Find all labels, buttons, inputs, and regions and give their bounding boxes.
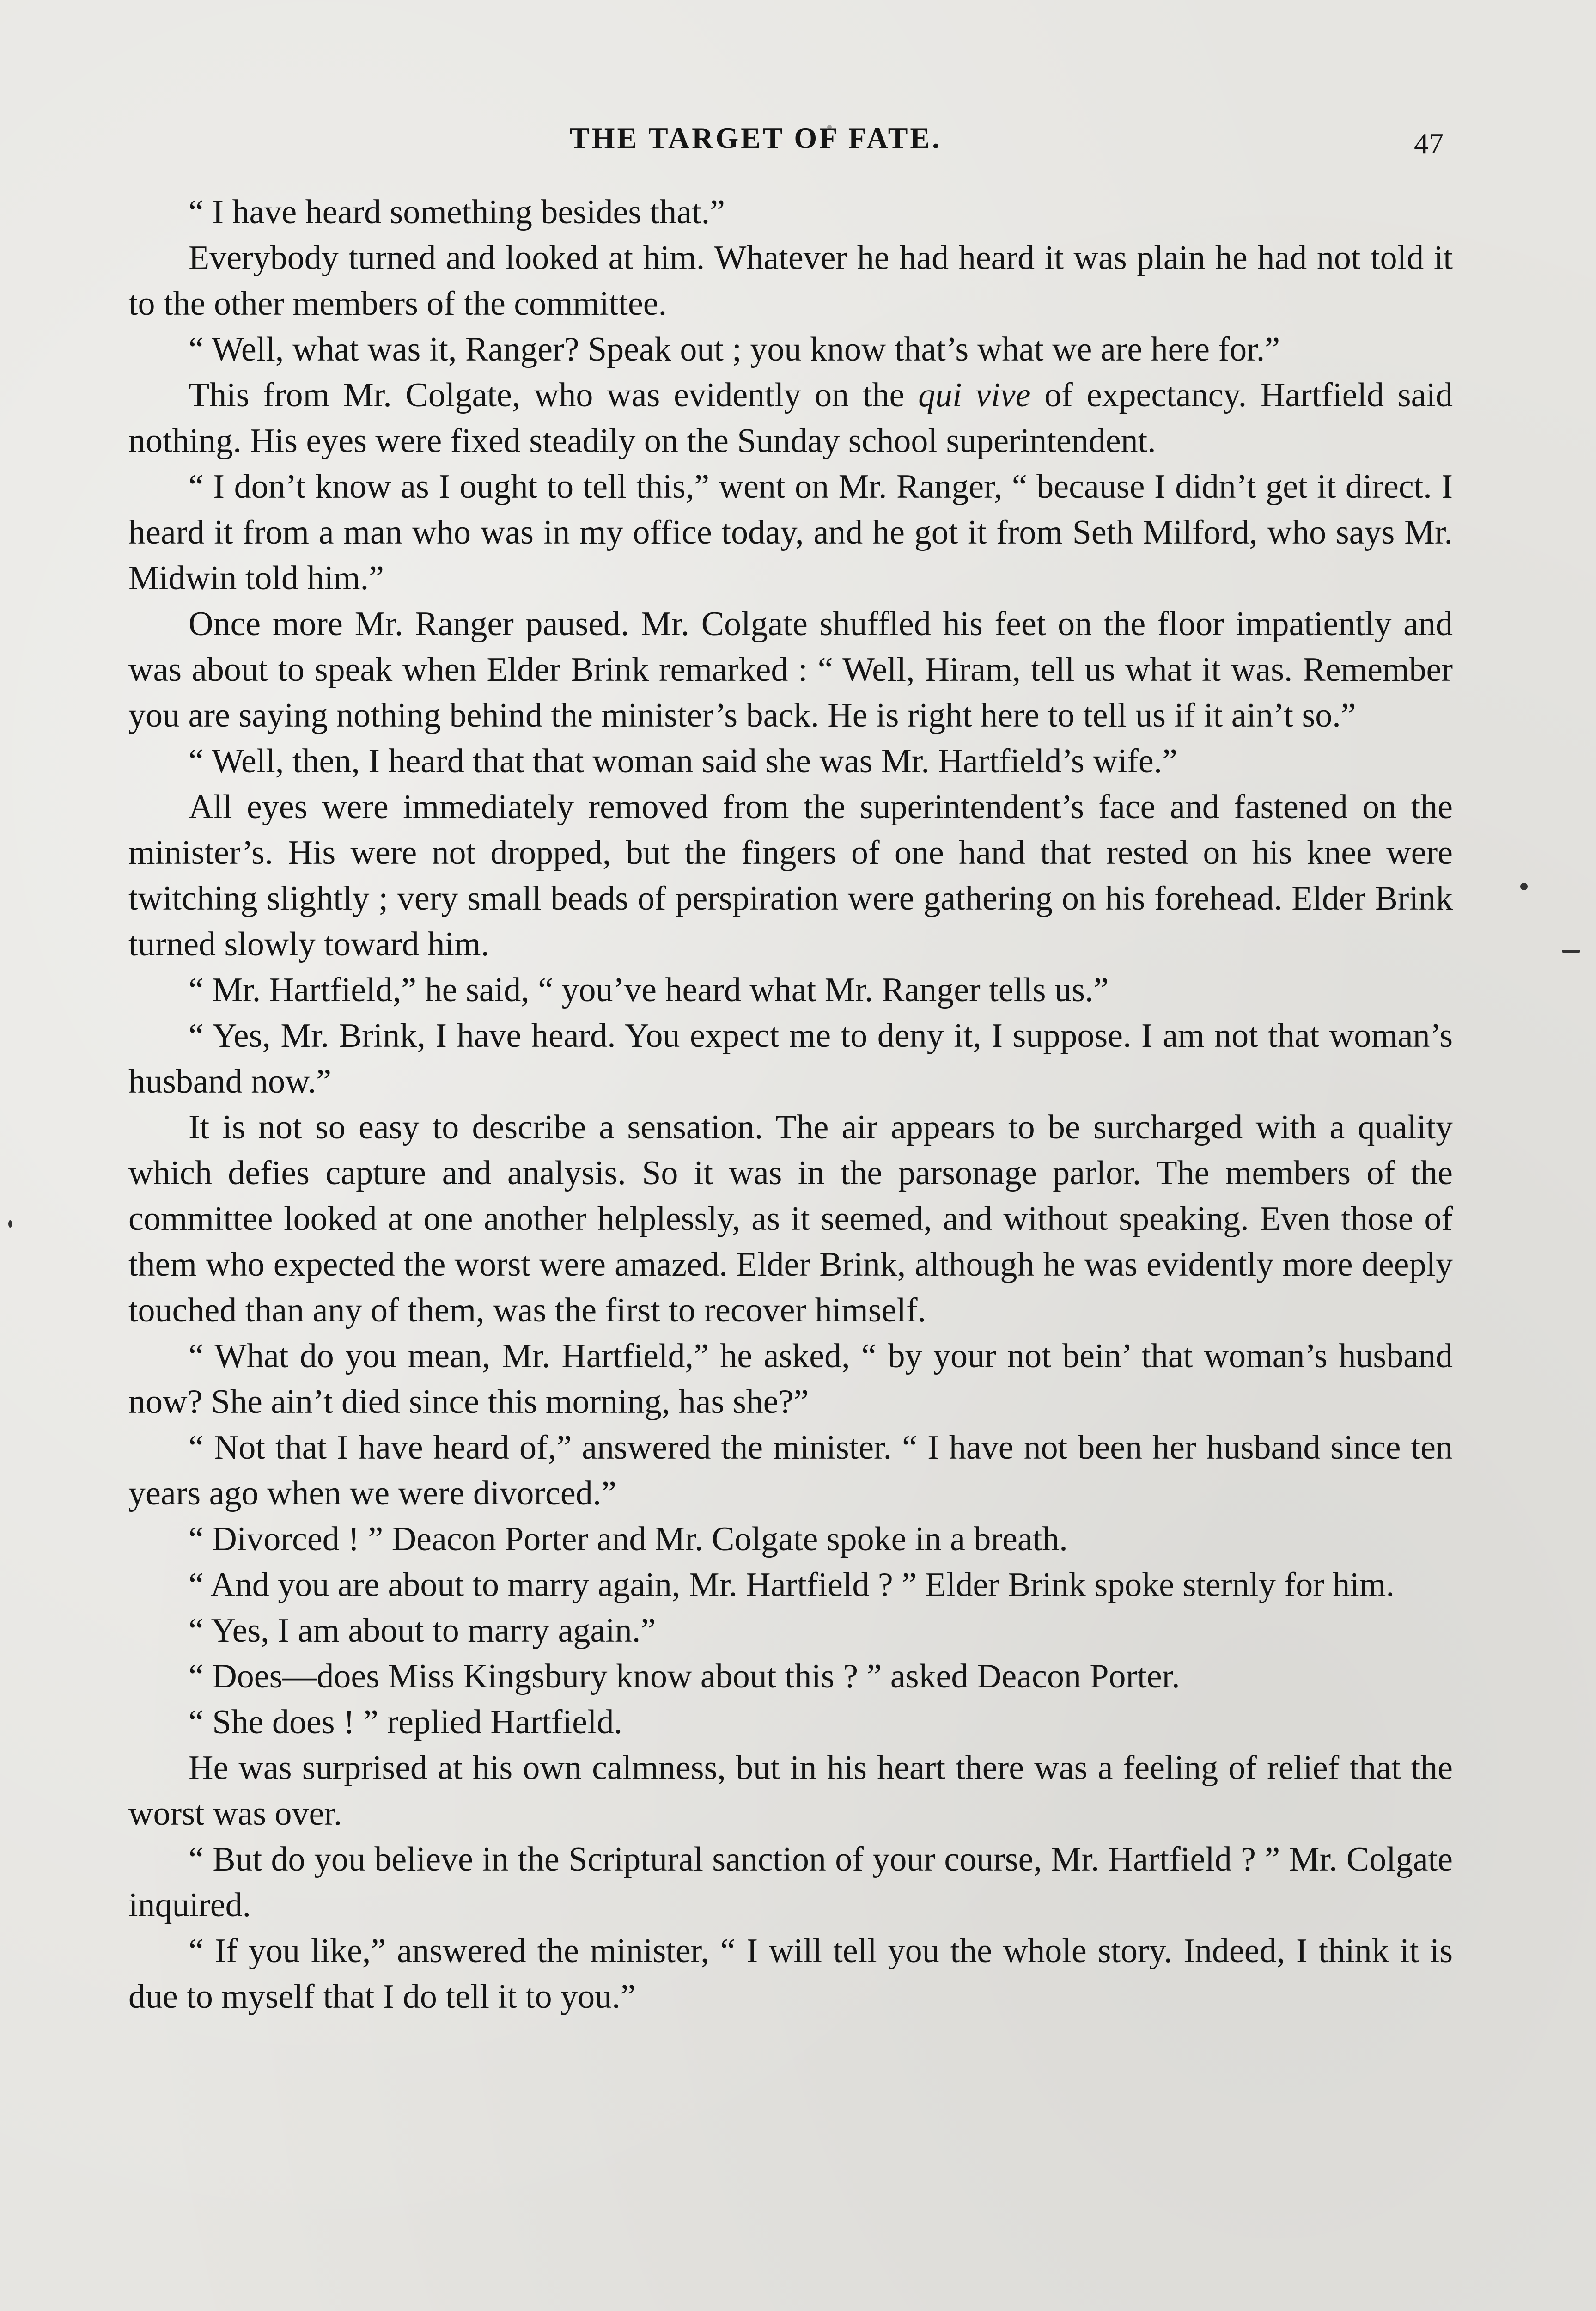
paragraph: “ Yes, Mr. Brink, I have heard. You expect me to deny it, I suppose. I am not that woman’s husband now.”	[128, 1017, 1453, 1100]
paragraph: “ She does ! ” replied Hartfield.	[189, 1703, 623, 1741]
paragraph: All eyes were immediately removed from the superintendent’s face and fastened on the minister’s. His were not dropped, but the fingers of one hand that rested on his knee were twitching slightly ; very small beads of perspiration were gathering on his forehead. Elder Brink turned slowly toward him.	[128, 788, 1453, 963]
paragraph: Once more Mr. Ranger paused. Mr. Colgate shuffled his feet on the floor impatiently and was about to speak when Elder Brink remarked : “ Well, Hiram, tell us what it was. Remember you are saying nothing behind the minister’s back. He is right here to tell us if it ain’t so.”	[128, 605, 1453, 734]
running-head	[0, 121, 1596, 167]
paragraph: “ Divorced ! ” Deacon Porter and Mr. Colgate spoke in a breath.	[189, 1520, 1068, 1558]
paragraph: Everybody turned and looked at him. Whatever he had heard it was plain he had not told it to the other members of the committee.	[128, 239, 1453, 323]
paragraph: “ I don’t know as I ought to tell this,” went on Mr. Ranger, “ because I didn’t get it direct. I heard it from a man who was in my office today, and he got it from Seth Milford, who says Mr. Midwin told him.”	[128, 468, 1453, 597]
paragraph: “ What do you mean, Mr. Hartfield,” he asked, “ by your not bein’ that woman’s husband now? She ain’t died since this morning, has she?”	[128, 1337, 1453, 1421]
paragraph: “ Mr. Hartfield,” he said, “ you’ve heard what Mr. Ranger tells us.”	[189, 971, 1109, 1009]
paragraph: “ Not that I have heard of,” answered the minister. “ I have not been her husband since ten years ago when we were divorced.”	[128, 1429, 1453, 1512]
paragraph: He was surprised at his own calmness, but in his heart there was a feeling of relief that the worst was over.	[128, 1749, 1453, 1833]
paragraph: “ I have heard something besides that.”	[189, 193, 725, 231]
paper-speck	[1562, 950, 1580, 953]
paragraph: “ Does—does Miss Kingsbury know about this ? ” asked Deacon Porter.	[189, 1657, 1180, 1695]
paragraph: “ And you are about to marry again, Mr. Hartfield ? ” Elder Brink spoke sternly for him.	[189, 1566, 1395, 1604]
running-title: THE TARGET OF FATE.	[570, 122, 942, 154]
page-number: 47	[1414, 127, 1444, 160]
paragraph: It is not so easy to describe a sensation. The air appears to be surcharged with a quality which defies capture and analysis. So it was in the parsonage parlor. The members of the committee looked at one another helplessly, as it seemed, and without speaking. Even those of them who expected the worst were amazed. Elder Brink, although he was evidently more deeply touched than any of them, was the first to recover himself.	[128, 1108, 1453, 1329]
paragraph: “ Well, what was it, Ranger? Speak out ; you know that’s what we are here for.”	[189, 330, 1280, 368]
paper-speck	[1520, 883, 1528, 890]
paragraph: “ Yes, I am about to marry again.”	[189, 1612, 656, 1650]
paragraph: “ But do you believe in the Scriptural sanction of your course, Mr. Hartfield ? ” Mr. Colgate inquired.	[128, 1840, 1453, 1924]
paragraph-text: This from Mr. Colgate, who was evidently on the	[189, 376, 919, 414]
paragraph: “ Well, then, I heard that that woman said she was Mr. Hartfield’s wife.”	[189, 742, 1178, 780]
body-text	[128, 190, 1453, 2020]
paragraph-text: of expectancy. Hartfield said nothing. His eyes were fixed steadily on the Sunday school superintendent.	[128, 376, 1453, 460]
paper-speck	[8, 1220, 12, 1228]
italic-phrase: qui vive	[918, 376, 1031, 414]
paragraph: “ If you like,” answered the minister, “ I will tell you the whole story. Indeed, I think it is due to myself that I do tell it to you.”	[128, 1932, 1453, 2016]
paragraph	[128, 373, 1453, 464]
paper-speck	[827, 125, 832, 129]
